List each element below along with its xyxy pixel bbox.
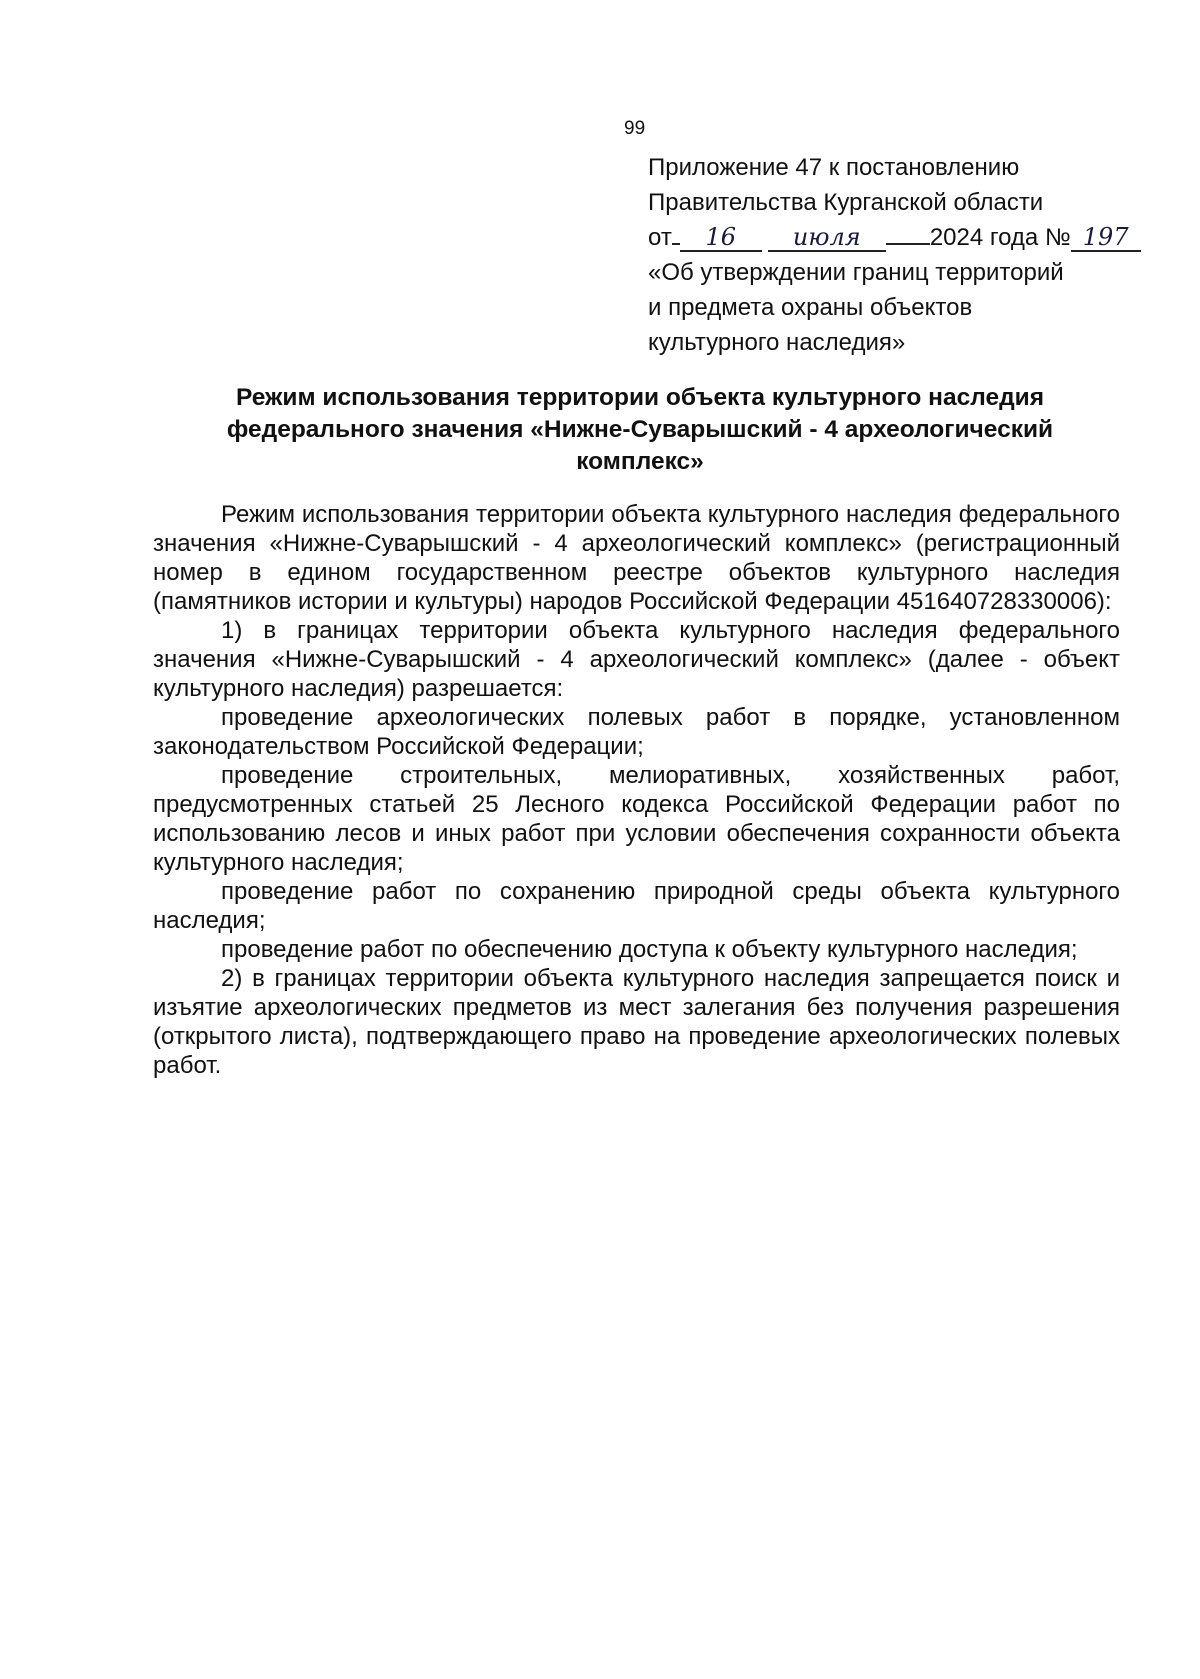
appendix-line-2: Правительства Курганской области xyxy=(648,189,1044,216)
from-prefix: от xyxy=(648,224,672,251)
paragraph: проведение археологических полевых работ в порядке, установленном законодательством Российской Федерации; xyxy=(153,704,1120,760)
appendix-line-1: Приложение 47 к постановлению xyxy=(648,154,1020,181)
appendix-line-6: культурного наследия» xyxy=(648,329,906,356)
appendix-line-5: и предмета охраны объектов xyxy=(648,294,973,321)
document-body xyxy=(153,500,1120,1080)
title-line-1: Режим использования территории объекта культурного наследия xyxy=(236,384,1044,411)
appendix-header xyxy=(648,150,1141,360)
paragraph: 1) в границах территории объекта культурного наследия федерального значения «Нижне-Суварышский - 4 археологический комплекс» (далее - объект культурного наследия) разрешается: xyxy=(153,617,1120,702)
title-line-3: комплекс» xyxy=(576,448,704,475)
appendix-line-4: «Об утверждении границ территорий xyxy=(648,259,1064,286)
appendix-date-line xyxy=(648,220,1141,255)
paragraph: проведение работ по сохранению природной среды объекта культурного наследия; xyxy=(153,878,1120,934)
handwritten-day: 16 xyxy=(680,224,762,252)
page-number: 99 xyxy=(624,118,646,139)
handwritten-month: июля xyxy=(768,224,886,252)
year-text: 2024 года № xyxy=(929,224,1071,251)
paragraph: Режим использования территории объекта культурного наследия федерального значения «Нижне-Суварышский - 4 археологический комплекс» (регистрационный номер в едином государственном реестре объектов культурного наследия (памятников истории и культуры) народов Российской Федерации 451640728330006): xyxy=(153,501,1120,615)
paragraph: проведение строительных, мелиоративных, хозяйственных работ, предусмотренных статьей 25 Лесного кодекса Российской Федерации работ по использованию лесов и иных работ при условии обеспечения сохранности объекта культурного наследия; xyxy=(153,762,1120,876)
paragraph: 2) в границах территории объекта культурного наследия запрещается поиск и изъятие археологических предметов из мест залегания без получения разрешения (открытого листа), подтверждающего право на проведение археологических полевых работ. xyxy=(153,965,1120,1079)
paragraph: проведение работ по обеспечению доступа к объекту культурного наследия; xyxy=(221,936,1078,963)
handwritten-number: 197 xyxy=(1071,224,1141,252)
title-line-2: федерального значения «Нижне-Суварышский - 4 археологический xyxy=(226,416,1054,443)
document-title xyxy=(150,382,1130,478)
